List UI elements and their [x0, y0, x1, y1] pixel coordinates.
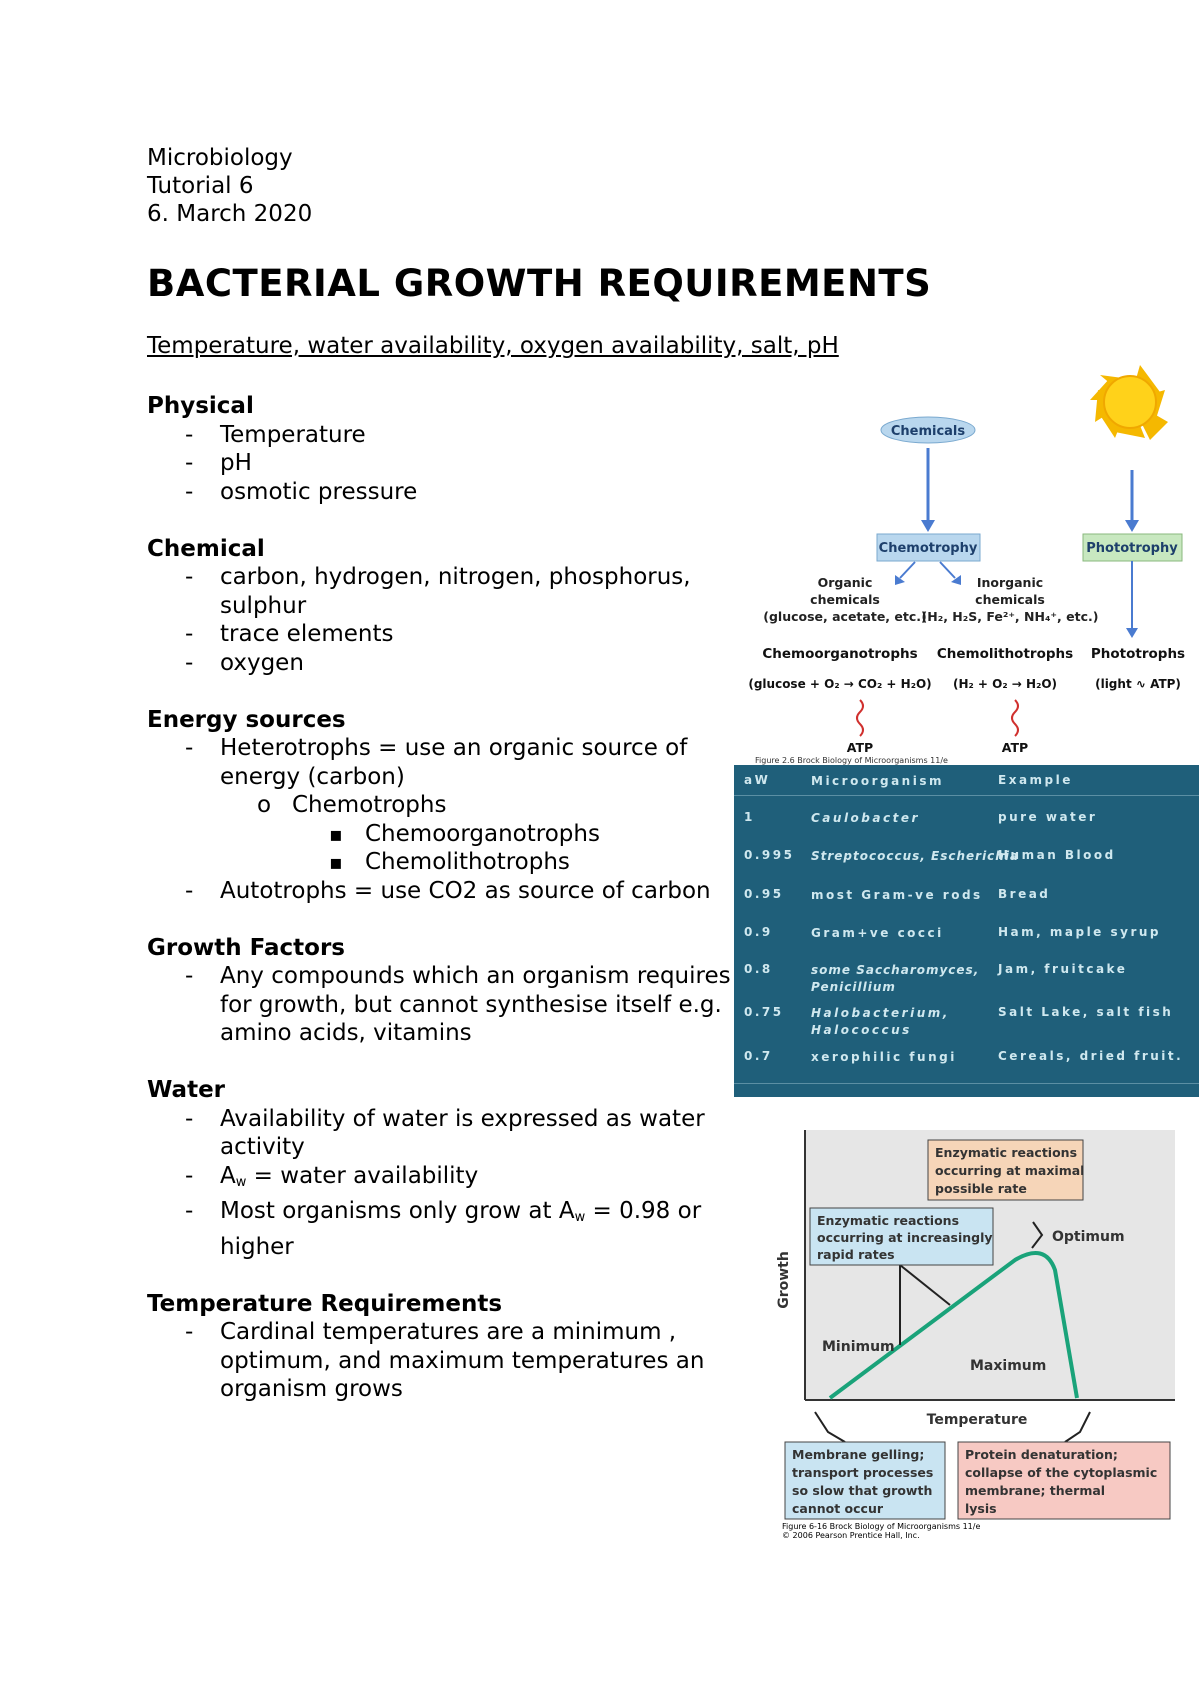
list-item: - Availability of water is expressed as water activity — [147, 1105, 780, 1162]
svg-text:transport processes: transport processes — [792, 1465, 934, 1480]
chemotrophy-label: Chemotrophy — [878, 541, 978, 556]
y-axis-label: Growth — [776, 1251, 792, 1309]
figure-caption: Figure 2.6 Brock Biology of Microorganisms 11/e — [755, 756, 948, 765]
list-item: ▪ Chemoorganotrophs — [147, 820, 747, 849]
list-item: - pH — [147, 449, 747, 478]
svg-text:occurring at increasingly: occurring at increasingly — [817, 1230, 993, 1245]
minimum-label: Minimum — [822, 1339, 895, 1355]
organic-examples: (glucose, acetate, etc.) — [763, 609, 927, 624]
list-item: - Cardinal temperatures are a minimum , optimum, and maximum temperatures an organism grows — [147, 1318, 780, 1404]
svg-text:collapse of the cytoplasmic: collapse of the cytoplasmic — [965, 1465, 1158, 1480]
inorganic-examples: (H₂, H₂S, Fe²⁺, NH₄⁺, etc.) — [921, 609, 1099, 624]
section-temperature — [147, 1290, 747, 1404]
equation-hydrogen: (H₂ + O₂ → H₂O) — [952, 677, 1058, 691]
course-name: Microbiology — [147, 145, 293, 171]
svg-text:lysis: lysis — [965, 1501, 997, 1516]
list-item: - Autotrophs = use CO2 as source of carbon — [147, 877, 740, 906]
figure-caption: Figure 6-16 Brock Biology of Microorganisms 11/e — [782, 1522, 981, 1531]
svg-text:so slow that growth: so slow that growth — [792, 1483, 933, 1498]
list-item: o Chemotrophs — [147, 791, 747, 820]
svg-text:Membrane gelling;: Membrane gelling; — [792, 1447, 925, 1462]
optimum-label: Optimum — [1052, 1229, 1125, 1245]
list-item: ▪ Chemolithotrophs — [147, 848, 747, 877]
organic-label: Organic — [817, 575, 873, 590]
list-item: - trace elements — [147, 620, 747, 649]
page-title: BACTERIAL GROWTH REQUIREMENTS — [147, 262, 932, 305]
equation-glucose: (glucose + O₂ → CO₂ + H₂O) — [748, 677, 932, 691]
x-axis-label: Temperature — [926, 1412, 1028, 1428]
figure-copyright: © 2006 Pearson Prentice Hall, Inc. — [782, 1531, 920, 1540]
svg-text:possible rate: possible rate — [935, 1181, 1027, 1196]
maximum-label: Maximum — [970, 1358, 1047, 1374]
energy-sources-figure — [740, 360, 1200, 765]
section-heading: Chemical — [147, 535, 265, 562]
list-item: - Temperature — [147, 421, 747, 450]
section-water — [147, 1076, 747, 1261]
list-item: - carbon, hydrogen, nitrogen, phosphorus, sulphur — [147, 563, 740, 620]
list-item: - osmotic pressure — [147, 478, 747, 507]
water-activity-table: aW Microorganism Example 1 Caulobacter pure water 0.995 Streptococcus, Escherichia Human Blood 0.95 most Gram-ve rods Bread 0.9 Gram+ve cocci Ham, maple syrup 0.8 some Saccharomyces, Penicillium Jam, fruitcake 0.75 Halobacterium, Halococcus Salt Lake, salt fish 0.7 xerophilic fungi Cereals, dried fruit. — [734, 765, 1199, 1097]
squiggle-arrow-icon — [857, 700, 863, 736]
list-item: - Heterotrophs = use an organic source of energy (carbon) — [147, 734, 755, 791]
phototrophs-label: Phototrophs — [1090, 646, 1186, 662]
chemicals-label: Chemicals — [890, 424, 966, 439]
chemolithotrophs-label: Chemolithotrophs — [936, 646, 1074, 662]
svg-text:cannot occur: cannot occur — [792, 1501, 884, 1516]
section-growth-factors — [147, 934, 747, 1048]
svg-text:occurring at maximal: occurring at maximal — [935, 1163, 1085, 1178]
svg-text:Enzymatic reactions: Enzymatic reactions — [935, 1145, 1078, 1160]
notes-column — [147, 392, 747, 1404]
svg-text:membrane; thermal: membrane; thermal — [965, 1483, 1106, 1498]
list-item: - oxygen — [147, 649, 747, 678]
inorganic-label: Inorganic — [976, 575, 1044, 590]
topics-line: Temperature, water availability, oxygen availability, salt, pH — [147, 333, 839, 359]
atp-label: ATP — [846, 740, 874, 755]
list-item: - Any compounds which an organism requires for growth, but cannot synthesise itself e.g. amino acids, vitamins — [147, 962, 740, 1048]
section-heading: Physical — [147, 393, 254, 419]
section-heading: Energy sources — [147, 706, 346, 733]
tutorial-number: Tutorial 6 — [147, 173, 254, 199]
equation-light: (light ∿ ATP) — [1095, 677, 1181, 691]
section-heading: Temperature Requirements — [147, 1290, 503, 1317]
sun-icon — [1090, 365, 1168, 440]
squiggle-arrow-icon — [1012, 700, 1018, 736]
atp-label: ATP — [1001, 740, 1029, 755]
document-header — [147, 144, 312, 228]
svg-text:rapid rates: rapid rates — [817, 1247, 895, 1262]
section-energy-sources — [147, 706, 747, 906]
growth-temperature-chart — [770, 1130, 1180, 1540]
document-date: 6. March 2020 — [147, 201, 313, 227]
section-heading: Water — [147, 1077, 226, 1103]
organic-label-2: chemicals — [810, 592, 880, 607]
phototrophy-label: Phototrophy — [1086, 541, 1178, 556]
inorganic-label-2: chemicals — [975, 592, 1045, 607]
section-chemical — [147, 535, 747, 678]
chemoorganotrophs-label: Chemoorganotrophs — [762, 646, 918, 662]
section-physical — [147, 392, 747, 506]
list-item: - $A_w$ = water availability — [147, 1162, 747, 1198]
svg-text:Enzymatic reactions: Enzymatic reactions — [817, 1213, 960, 1228]
svg-text:Protein denaturation;: Protein denaturation; — [965, 1447, 1118, 1462]
list-item: - Most organisms only grow at $A_w = 0.98$ or higher — [147, 1197, 780, 1261]
section-heading: Growth Factors — [147, 934, 345, 961]
